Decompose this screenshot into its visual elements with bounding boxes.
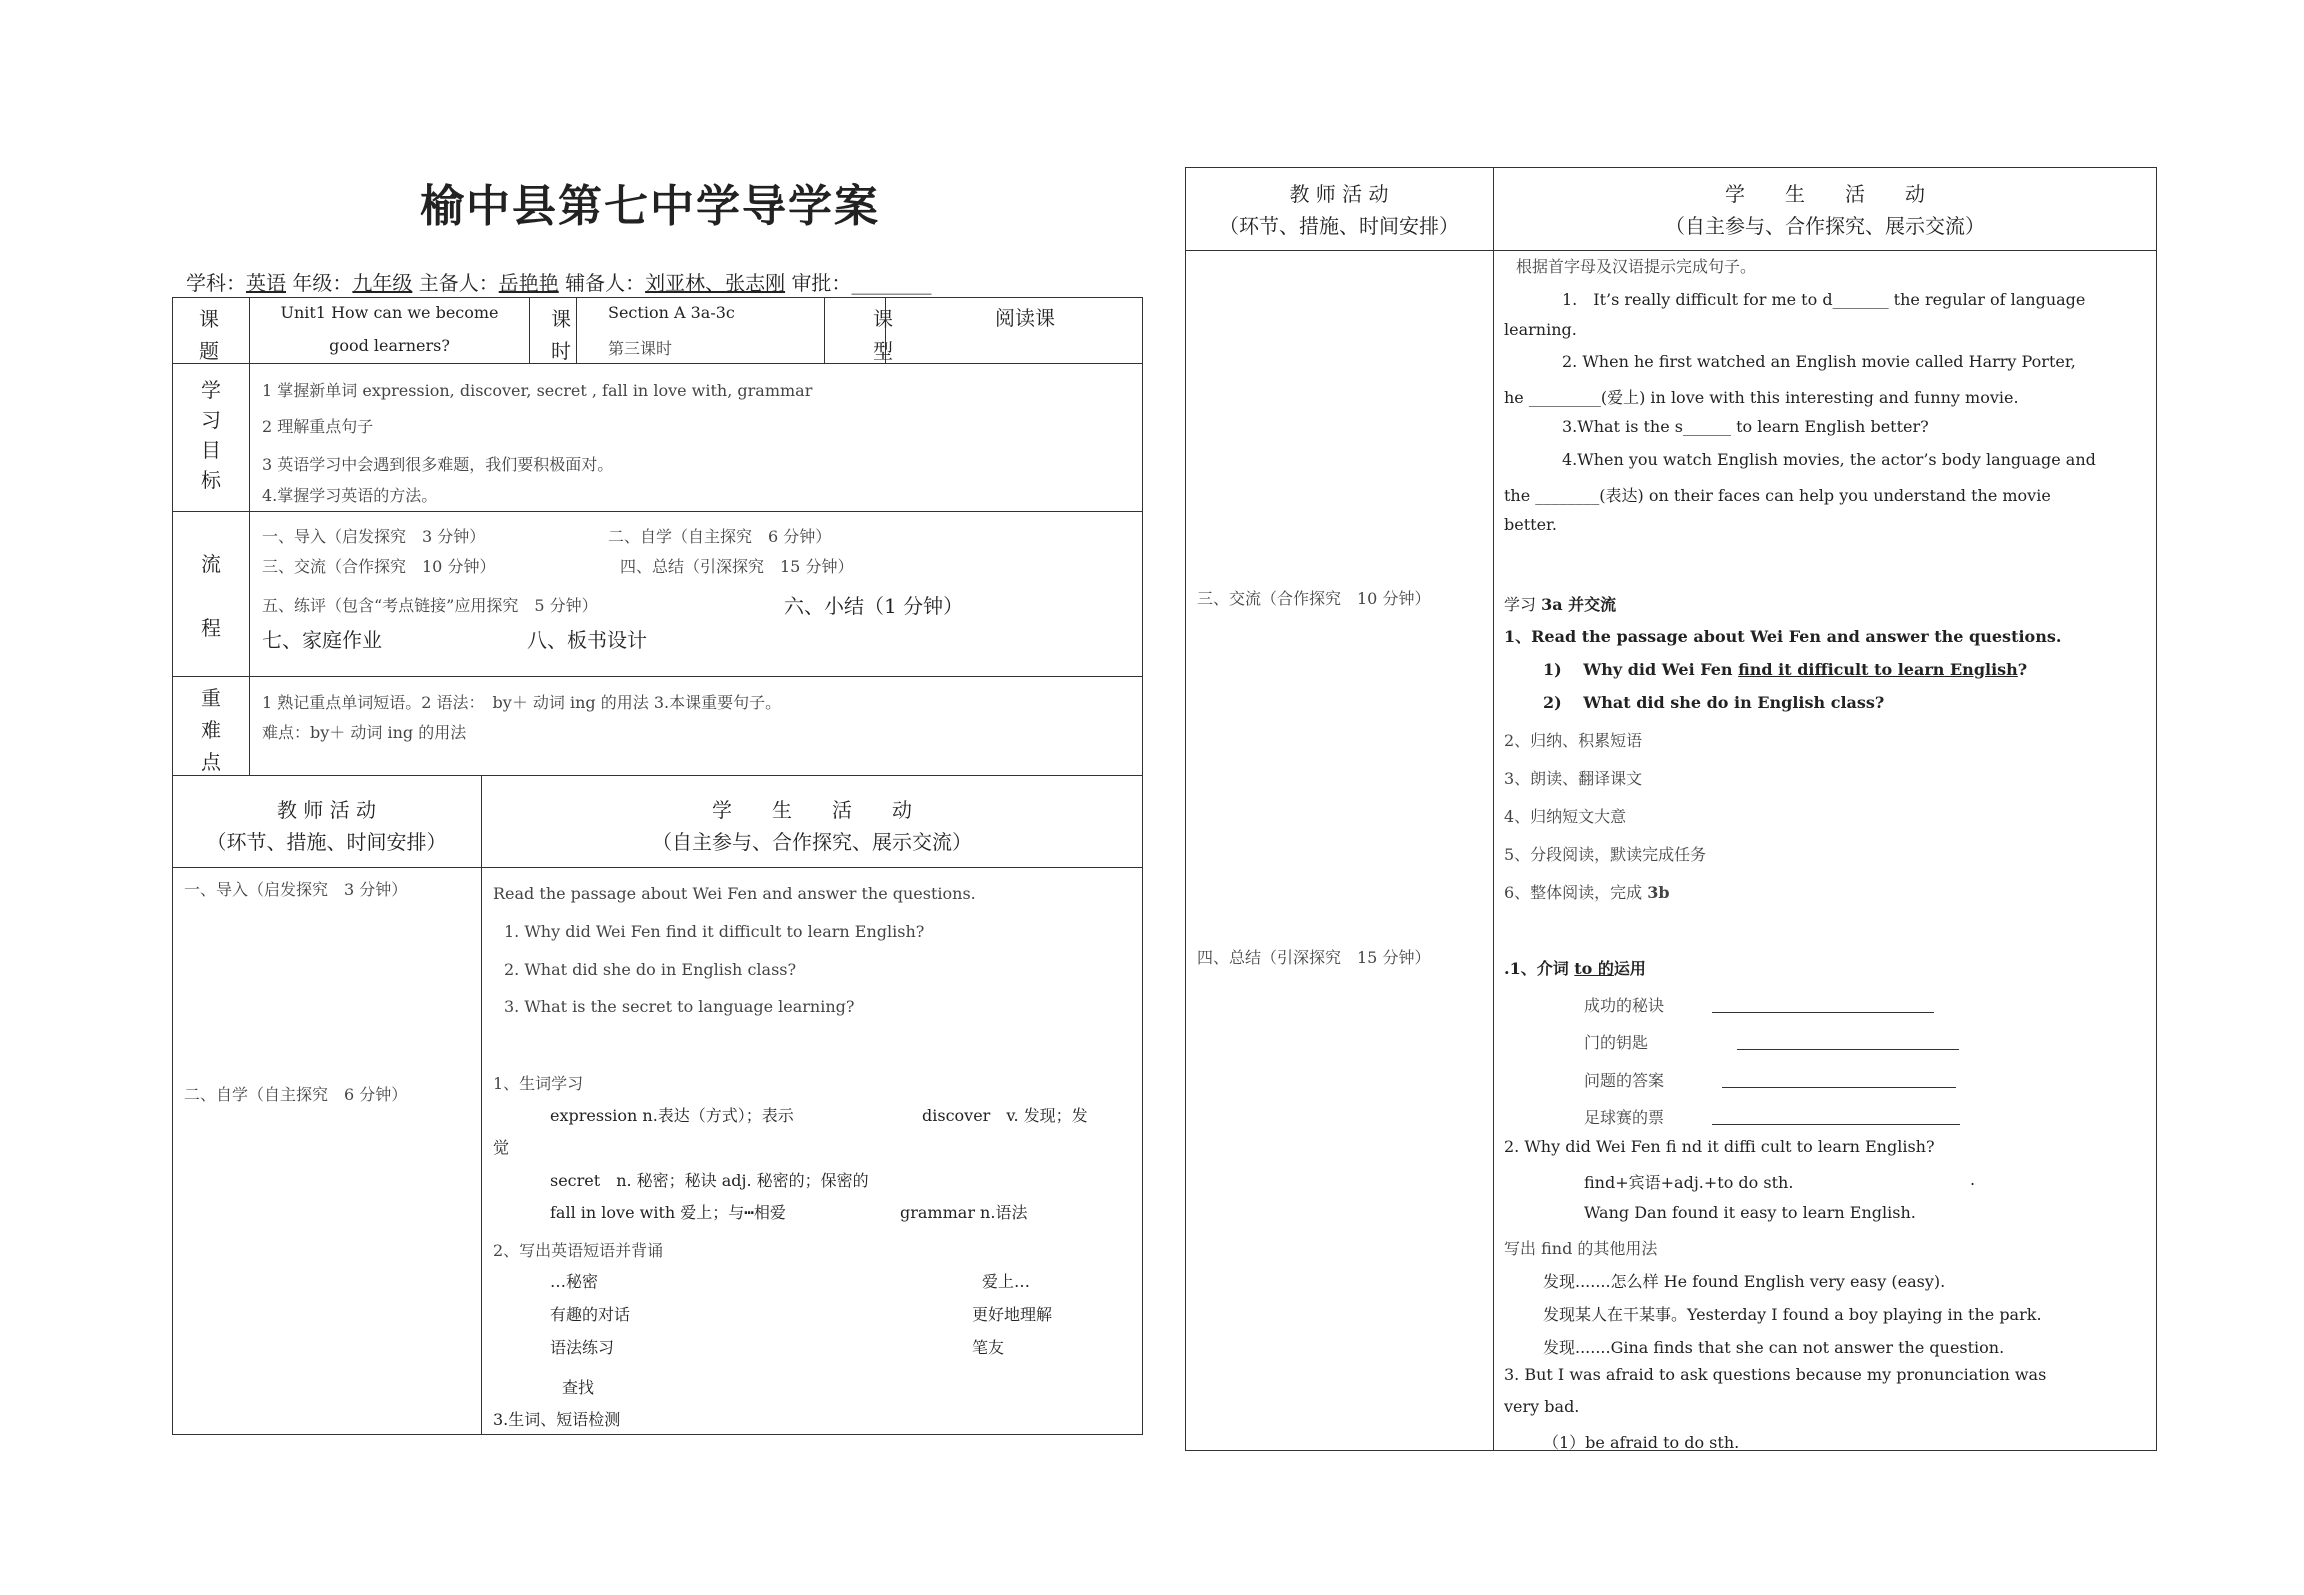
stage-2-label: 二、自学（自主探究 6 分钟）	[184, 1085, 408, 1104]
phrase-7: 查找	[562, 1378, 595, 1397]
afraid-line-2: very bad.	[1504, 1397, 1580, 1416]
process-1a: 一、导入（启发探究 3 分钟）	[262, 527, 486, 546]
teacher-header-sub-right: （环节、措施、时间安排）	[1219, 214, 1459, 238]
stage-3-label: 三、交流（合作探究 10 分钟）	[1197, 589, 1431, 608]
prep-phrase-1: 成功的秘诀	[1584, 996, 1665, 1015]
process-3b: 六、小结（1 分钟）	[784, 594, 964, 618]
preparer-value: 岳艳艳	[498, 271, 559, 295]
prep-phrase-3: 问题的答案	[1584, 1071, 1665, 1090]
task-5: 5、分段阅读，默读完成任务	[1504, 845, 1707, 864]
phrase-5: 语法练习	[550, 1338, 615, 1357]
teacher-header-title-right: 教 师 活 动	[1289, 182, 1389, 206]
keypoints-line2: 难点：by＋ 动词 ing 的用法	[262, 723, 467, 742]
sentence-2a: 2. When he first watched an English movie called Harry Porter,	[1562, 352, 2076, 371]
student-header-sub: （自主参与、合作探究、展示交流）	[652, 830, 972, 854]
objectives-label-1: 学	[201, 378, 221, 402]
prep-phrase-4: 足球赛的票	[1584, 1108, 1665, 1127]
assistant-value: 刘亚林、张志刚	[645, 271, 786, 295]
keypoints-label-3: 点	[201, 750, 221, 774]
task-3: 3、朗读、翻译课文	[1504, 769, 1643, 788]
period-line2: 第三课时	[608, 339, 673, 358]
sentence-4c: better.	[1504, 515, 1558, 534]
study-3a	[1504, 592, 1616, 615]
afraid-blank[interactable]	[1776, 1432, 1966, 1451]
find-use-3: 发现.......Gina finds that she can not answer the question.	[1543, 1338, 2005, 1357]
study-bold: 3a 并交流	[1541, 595, 1617, 614]
vocab-fall-in-love: fall in love with 爱上；与┅相爱	[550, 1203, 786, 1222]
phrase-title: 2、写出英语短语并背诵	[493, 1241, 664, 1260]
period-line1: Section A 3a-3c	[608, 303, 735, 322]
student-header-title-right: 学 生 活 动	[1725, 182, 1925, 206]
reading-intro: Read the passage about Wei Fen and answer the questions.	[493, 884, 976, 903]
reading-question-3: 3. What is the secret to language learning?	[504, 997, 855, 1016]
stage-4-label: 四、总结（引深探究 15 分钟）	[1197, 948, 1431, 967]
objective-item-1: 1 掌握新单词 expression, discover, secret , fall in love with, grammar	[262, 381, 813, 400]
find-rule: find+宾语+adj.+to do sth.	[1584, 1173, 1794, 1192]
prep-pre: .1、介词	[1504, 959, 1575, 978]
task-2: 2、归纳、积累短语	[1504, 731, 1643, 750]
prep-blank-3[interactable]	[1722, 1069, 1956, 1088]
process-2a: 三、交流（合作探究 10 分钟）	[262, 557, 496, 576]
reading-question-2: 2. What did she do in English class?	[504, 960, 797, 979]
objective-item-3: 3 英语学习中会遇到很多难题，我们要积极面对。	[262, 455, 614, 474]
objective-item-2: 2 理解重点句子	[262, 417, 374, 436]
process-4b: 八、板书设计	[527, 628, 647, 652]
process-3a: 五、练评（包含“考点链接”应用探究 5 分钟）	[262, 596, 598, 615]
stage-1-label: 一、导入（启发探究 3 分钟）	[184, 880, 408, 899]
prep-blank-2[interactable]	[1737, 1031, 1959, 1050]
reading-question-1: 1. Why did Wei Fen find it difficult to learn English?	[504, 922, 925, 941]
vocab-discover-cont: 觉	[493, 1138, 510, 1157]
sentence-4a: 4.When you watch English movies, the actor’s body language and	[1562, 450, 2096, 469]
find-other-uses: 写出 find 的其他用法	[1504, 1239, 1658, 1258]
header-meta	[186, 267, 931, 296]
prep-phrase-2: 门的钥匙	[1584, 1033, 1649, 1052]
subject-value: 英语	[246, 271, 286, 295]
find-use-2: 发现某人在干某事。Yesterday I found a boy playing in the park.	[1543, 1305, 2042, 1324]
type-label-2: 型	[873, 339, 893, 363]
preparer-label: 主备人：	[418, 271, 499, 295]
prep-blank-1[interactable]	[1712, 994, 1934, 1013]
reviewer-label: 审批：	[791, 271, 852, 295]
objectives-label-3: 目	[201, 438, 221, 462]
process-1b: 二、自学（自主探究 6 分钟）	[608, 527, 832, 546]
type-label-1: 课	[873, 307, 893, 331]
vocab-discover: discover v. 发现；发	[922, 1106, 1088, 1125]
keypoints-label-2: 难	[201, 718, 221, 742]
sentence-2b: he _________(爱上) in love with this interesting and funny movie.	[1504, 388, 2019, 407]
study-prefix: 学习	[1504, 595, 1542, 614]
sentence-1b: learning.	[1504, 320, 1577, 339]
phrase-2: 爱上…	[982, 1272, 1031, 1291]
process-label-1: 流	[201, 552, 221, 576]
sentence-3: 3.What is the s______ to learn English better?	[1562, 417, 1929, 436]
task-6-bold: 3b	[1647, 883, 1670, 902]
keypoints-line1: 1 熟记重点单词短语。2 语法： by＋ 动词 ing 的用法 3.本课重要句子。	[262, 693, 782, 712]
teacher-header-sub: （环节、措施、时间安排）	[206, 830, 447, 854]
find-use-1: 发现.......怎么样 He found English very easy (easy).	[1543, 1272, 1946, 1291]
sentence-4b: the ________(表达) on their faces can help you understand the movie	[1504, 486, 2051, 505]
keypoints-label-1: 重	[201, 686, 221, 710]
process-label-2: 程	[201, 616, 221, 640]
subject-label: 学科：	[186, 271, 246, 295]
topic-label-1: 课	[199, 307, 219, 331]
afraid-line-1: 3. But I was afraid to ask questions because my pronunciation was	[1504, 1365, 2047, 1384]
read-question-1	[1543, 657, 2027, 680]
prep-post: 运用	[1613, 959, 1646, 978]
vocab-expression: expression n.表达（方式）；表示	[550, 1106, 794, 1125]
read-title: 1、Read the passage about Wei Fen and answer the questions.	[1504, 627, 2062, 646]
fill-intro: 根据首字母及汉语提示完成句子。	[1516, 257, 1757, 276]
prep-blank-4[interactable]	[1712, 1106, 1960, 1125]
rq1-pre: 1) Why did Wei Fen	[1543, 660, 1739, 679]
teacher-body-cell-right	[1186, 251, 1494, 1451]
vocab-secret: secret n. 秘密；秘诀 adj. 秘密的；保密的	[550, 1171, 869, 1190]
grade-value: 九年级	[352, 271, 413, 295]
grade-label: 年级：	[292, 271, 353, 295]
read-question-2: 2) What did she do in English class?	[1543, 693, 1885, 712]
phrase-4: 更好地理解	[972, 1305, 1053, 1324]
topic-line1: Unit1 How can we become	[280, 303, 499, 322]
teacher-body-cell	[173, 868, 482, 1435]
process-2b: 四、总结（引深探究 15 分钟）	[620, 557, 854, 576]
find-example: Wang Dan found it easy to learn English.	[1584, 1203, 1916, 1222]
objective-item-4: 4.掌握学习英语的方法。	[262, 486, 438, 505]
objectives-label-2: 习	[201, 408, 221, 432]
topic-line2: good learners?	[329, 336, 450, 355]
student-header-sub-right: （自主参与、合作探究、展示交流）	[1665, 214, 1985, 238]
prep-underlined: to 的	[1574, 959, 1614, 978]
why-question: 2. Why did Wei Fen fi nd it diffi cult to learn English?	[1504, 1137, 1935, 1156]
afraid-line-3: （1）be afraid to do sth.	[1543, 1433, 1740, 1452]
assistant-label: 辅备人：	[565, 271, 646, 295]
page-title: 榆中县第七中学导学案	[420, 181, 880, 232]
vocab-title: 1、生词学习	[493, 1074, 584, 1093]
check-title: 3.生词、短语检测	[493, 1410, 621, 1429]
vocab-grammar: grammar n.语法	[900, 1203, 1028, 1222]
task-6	[1504, 880, 1670, 903]
rq1-post: ?	[2017, 660, 2028, 679]
period-label-2: 时	[551, 339, 571, 363]
task-6-pre: 6、整体阅读，完成	[1504, 883, 1648, 902]
sentence-1a: 1. It’s really difficult for me to d_______ the regular of language	[1562, 290, 2086, 309]
rq1-underlined: find it difficult to learn English	[1738, 660, 2018, 679]
phrase-3: 有趣的对话	[550, 1305, 631, 1324]
task-4: 4、归纳短文大意	[1504, 807, 1627, 826]
process-4a: 七、家庭作业	[262, 628, 382, 652]
period-label-1: 课	[551, 307, 571, 331]
process-label-cell	[173, 512, 250, 677]
phrase-1: …秘密	[550, 1272, 599, 1291]
student-header-title: 学 生 活 动	[712, 798, 912, 822]
preposition-title	[1504, 956, 1646, 979]
topic-label-2: 题	[199, 339, 219, 363]
teacher-header-title: 教 师 活 动	[276, 798, 377, 822]
reviewer-blank: ________	[851, 271, 932, 295]
type-value: 阅读课	[995, 306, 1055, 330]
find-rule-dot: .	[1970, 1170, 1976, 1189]
objectives-label-4: 标	[201, 468, 221, 492]
phrase-6: 笔友	[972, 1338, 1005, 1357]
